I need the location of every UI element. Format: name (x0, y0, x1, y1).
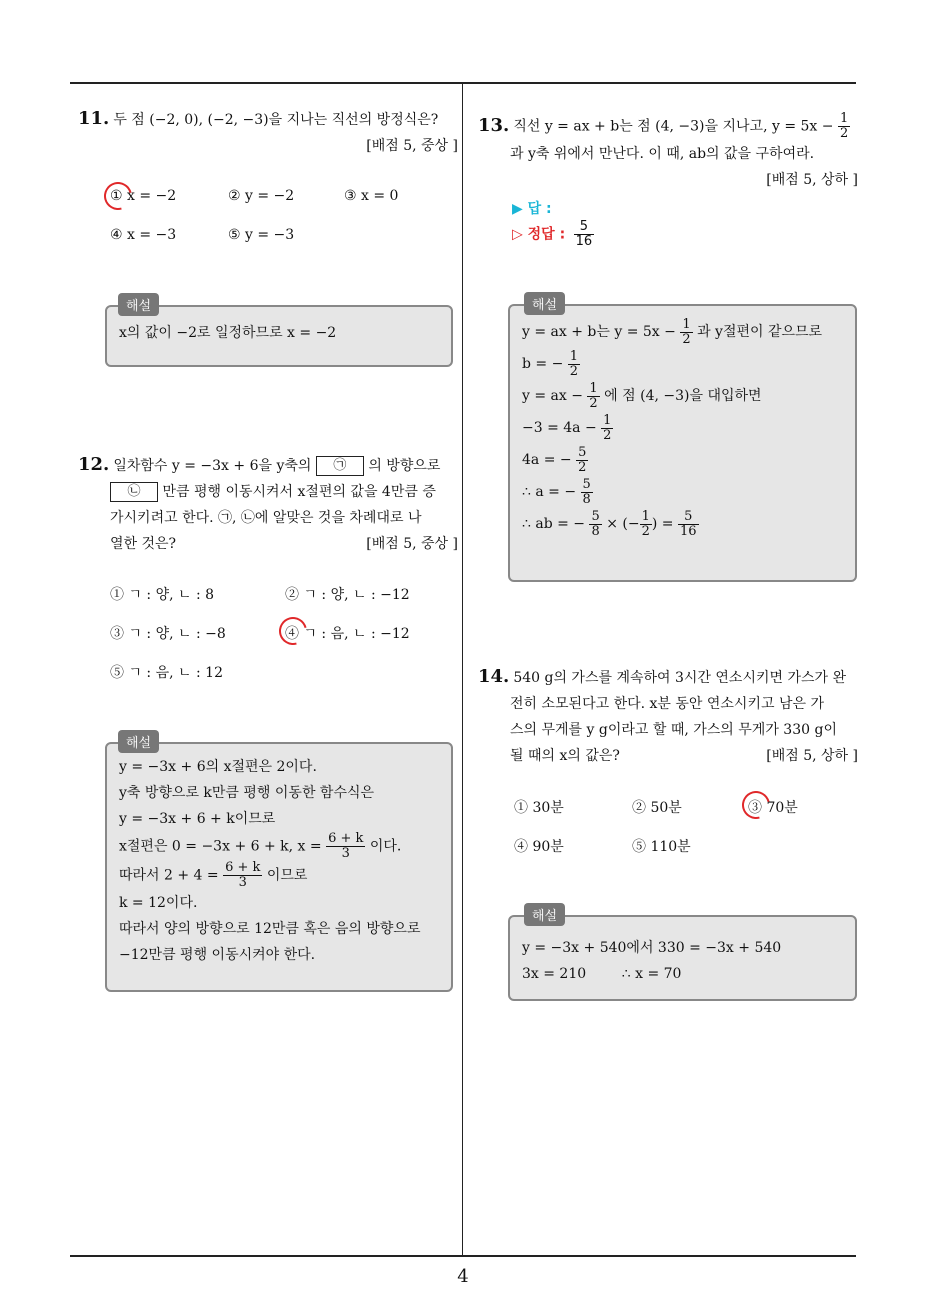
solution-text: ∴ a = − (522, 484, 577, 500)
top-rule (70, 82, 856, 84)
solution-text: x절편은 0 = −3x + 6 + k, x = (119, 838, 322, 855)
question-text: 전히 소모된다고 한다. x분 동안 연소시키고 남은 가 (510, 696, 824, 712)
solution-text: x의 값이 −2로 일정하므로 x = −2 (119, 325, 337, 341)
solution-line (522, 316, 843, 348)
answer-circle-mark (737, 786, 775, 824)
numerator: 1 (603, 412, 612, 428)
denominator: 2 (839, 126, 849, 141)
solution-line (119, 861, 439, 890)
solution-text: 과 y절편이 같으므로 (697, 324, 823, 340)
question-text: 일차함수 y = −3x + 6을 y축의 (113, 458, 312, 474)
solution-text: 이다. (369, 838, 402, 855)
denominator: 2 (603, 427, 612, 443)
solution-line (522, 508, 843, 540)
numerator: 1 (641, 508, 650, 524)
solution-line (522, 412, 843, 444)
denominator: 2 (569, 363, 579, 379)
question-12 (78, 452, 458, 557)
option-4[interactable]: ④ 90분 (514, 839, 564, 855)
solution-line: −12만큼 평행 이동시켜야 한다. (119, 947, 316, 963)
denominator: 2 (682, 331, 691, 347)
blank-box-2: ㉡ (110, 482, 158, 502)
solution-tag: 해설 (118, 293, 159, 316)
blank-box-1: ㉠ (316, 456, 364, 476)
question-number: 13. (478, 114, 510, 136)
solution-text: ) = (651, 516, 674, 532)
denominator: 2 (578, 459, 587, 475)
fraction (601, 414, 613, 443)
solution-text: ∴ ab = − (522, 516, 586, 532)
fraction (680, 318, 692, 347)
correct-answer (512, 220, 594, 249)
denominator: 8 (582, 491, 591, 507)
answer-circle-mark (274, 612, 312, 650)
numerator: 1 (682, 316, 691, 332)
option-3[interactable]: ③ ㄱ : 양, ㄴ : −8 (110, 626, 226, 642)
question-meta: [배점 5, 상하 ] (766, 172, 858, 188)
question-text: 의 방향으로 (368, 458, 441, 474)
page-number: 4 (457, 1266, 469, 1287)
question-number: 12. (78, 454, 110, 475)
solution-line (522, 444, 843, 476)
numerator: 5 (578, 444, 587, 460)
numerator: 5 (574, 220, 595, 235)
fraction (589, 510, 601, 539)
fraction (223, 861, 262, 890)
solution-text: y = ax + b는 y = 5x − (522, 324, 676, 340)
option-2[interactable]: ② y = −2 (228, 188, 295, 204)
fraction (568, 350, 580, 379)
denominator: 3 (238, 875, 247, 890)
option-5[interactable]: ⑤ y = −3 (228, 227, 295, 243)
question-number: 14. (478, 666, 510, 687)
option-4[interactable]: ④ x = −3 (110, 227, 177, 243)
fraction (838, 112, 850, 141)
answer-label: ▶ 답 : (512, 201, 552, 217)
fraction (640, 510, 652, 539)
numerator: 1 (839, 111, 849, 126)
solution-tag: 해설 (524, 292, 565, 315)
fraction (678, 510, 699, 539)
solution-line: y = −3x + 540에서 330 = −3x + 540 (522, 940, 782, 956)
question-text: 과 y축 위에서 만난다. 이 때, ab의 값을 구하여라. (510, 146, 815, 162)
solution-line: y = −3x + 6 + k이므로 (119, 811, 276, 827)
fraction (574, 220, 595, 249)
solution-text: 따라서 2 + 4 = (119, 867, 219, 884)
bottom-rule (70, 1255, 856, 1257)
solution-line: k = 12이다. (119, 895, 198, 911)
solution-box-14 (508, 915, 857, 1001)
denominator: 8 (591, 523, 600, 539)
solution-line (522, 380, 843, 412)
option-1[interactable]: ① x = −2 (110, 188, 177, 204)
numerator: 1 (589, 380, 598, 396)
numerator: 5 (678, 510, 699, 525)
question-text: 될 때의 x의 값은? (510, 748, 620, 764)
solution-line (522, 348, 843, 380)
question-14 (478, 664, 858, 769)
denominator: 16 (679, 523, 697, 539)
question-meta: [배점 5, 중상 ] (366, 138, 458, 154)
solution-line (119, 832, 439, 861)
solution-text: 에 점 (4, −3)을 대입하면 (604, 388, 762, 404)
option-5[interactable]: ⑤ 110분 (632, 839, 691, 855)
answer-circle-mark (99, 177, 137, 215)
solution-text: −3 = 4a − (522, 420, 597, 436)
solution-line: 3x = 210 ∴ x = 70 (522, 966, 682, 982)
numerator: 5 (582, 476, 591, 492)
solution-text: y = ax − (522, 388, 583, 404)
denominator: 3 (341, 846, 350, 861)
option-2[interactable]: ② ㄱ : 양, ㄴ : −12 (285, 587, 410, 603)
numerator: 5 (591, 508, 600, 524)
fraction (576, 446, 588, 475)
question-text: 스의 무게를 y g이라고 할 때, 가스의 무게가 330 g이 (510, 722, 837, 738)
question-text: 만큼 평행 이동시켜서 x절편의 값을 4만큼 증 (162, 484, 436, 500)
correct-label: ▷ 정답 : (512, 226, 566, 243)
question-11 (78, 106, 458, 159)
solution-line: 따라서 양의 방향으로 12만큼 혹은 음의 방향으로 (119, 921, 421, 937)
fraction (587, 382, 599, 411)
option-3[interactable]: ③ 70분 (748, 800, 798, 816)
solution-box-13 (508, 304, 857, 582)
option-1[interactable]: ① ㄱ : 양, ㄴ : 8 (110, 587, 215, 603)
question-13 (478, 112, 858, 193)
question-text: 두 점 (−2, 0), (−2, −3)을 지나는 직선의 방정식은? (113, 112, 439, 128)
option-4[interactable]: ④ ㄱ : 음, ㄴ : −12 (285, 626, 410, 642)
numerator: 6 + k (328, 831, 364, 846)
numerator: 1 (569, 348, 579, 364)
option-2[interactable]: ② 50분 (632, 800, 682, 816)
option-3[interactable]: ③ x = 0 (344, 188, 399, 204)
option-5[interactable]: ⑤ ㄱ : 음, ㄴ : 12 (110, 665, 223, 681)
question-meta: [배점 5, 상하 ] (766, 748, 858, 764)
question-text: 가시키려고 한다. ㉠, ㉡에 알맞은 것을 차례대로 나 (110, 510, 422, 526)
denominator: 2 (589, 395, 598, 411)
numerator: 6 + k (225, 860, 261, 875)
solution-box-12 (105, 742, 453, 992)
solution-text: × (− (606, 516, 640, 532)
fraction (326, 832, 365, 861)
fraction (581, 478, 593, 507)
denominator: 2 (641, 523, 650, 539)
question-number: 11. (78, 108, 110, 129)
solution-line (522, 476, 843, 508)
question-text: 540 g의 가스를 계속하여 3시간 연소시키면 가스가 완 (513, 670, 847, 686)
denominator: 16 (575, 234, 593, 249)
column-divider (462, 82, 463, 1255)
solution-text: 이므로 (266, 867, 308, 884)
solution-text: b = − (522, 356, 564, 372)
question-text: 열한 것은? (110, 536, 177, 552)
solution-line: y축 방향으로 k만큼 평행 이동한 함수식은 (119, 785, 375, 801)
option-1[interactable]: ① 30분 (514, 800, 564, 816)
question-text: 직선 y = ax + b는 점 (4, −3)을 지나고, y = 5x − (513, 118, 834, 135)
solution-line: y = −3x + 6의 x절편은 2이다. (119, 759, 317, 775)
solution-tag: 해설 (524, 903, 565, 926)
solution-text: 4a = − (522, 452, 572, 468)
solution-tag: 해설 (118, 730, 159, 753)
question-meta: [배점 5, 중상 ] (366, 536, 458, 552)
